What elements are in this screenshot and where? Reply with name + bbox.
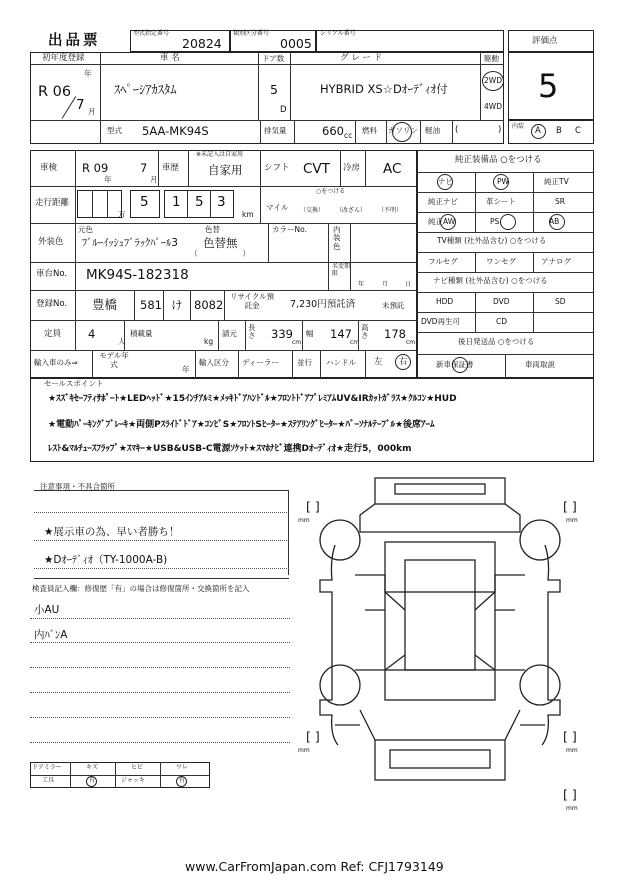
shift-value: CVT xyxy=(303,161,330,177)
displacement-unit: cc xyxy=(344,131,353,140)
equip-title: 純正装備品 ○をつける xyxy=(455,155,542,165)
displacement-value: 660 xyxy=(322,124,344,138)
drive-label: 駆動 xyxy=(484,54,499,63)
name-change-year: 年 xyxy=(358,281,365,288)
main-info-block xyxy=(30,150,418,378)
later-warranty: 新車保証書 xyxy=(436,360,474,369)
interior-selected-circle xyxy=(531,124,546,139)
interior-a: A xyxy=(535,126,541,136)
exterior-color-label: 外装色 xyxy=(38,237,64,247)
recycle-label: リサイクル預託金 xyxy=(230,292,274,310)
diagram-bracket-spare: [ ] xyxy=(563,787,577,802)
reg-area: 豊橋 xyxy=(92,297,118,312)
capacity-unit: 人 xyxy=(118,337,126,346)
capacity-seikyu: 請元 xyxy=(222,329,237,338)
inspector-label: 検査員記入欄：修復歴「有」の場合は修復箇所・交換箇所を記入 xyxy=(32,584,250,593)
legend-tools: 工具 xyxy=(42,777,55,784)
ac-label: 冷房 xyxy=(343,163,361,173)
fuel-gasoline: ガソリン xyxy=(388,126,418,135)
diagram-mm-rl: mm xyxy=(298,747,310,754)
serial-label: シリアル番号 xyxy=(320,30,356,37)
doors-value: 5 xyxy=(270,82,278,97)
navi-type-title: ナビ種類 (社外品含む) ○をつける xyxy=(433,276,548,285)
later-items-title: 後日発送品 ○をつける xyxy=(458,337,535,346)
inspection-month-unit: 月 xyxy=(150,175,158,184)
grade-label: グ レ ー ド xyxy=(340,53,383,63)
tv-fullseg: フルセグ xyxy=(428,257,458,266)
equip-ps-circle xyxy=(500,214,516,230)
sales-line-1: ★ｽｽﾞｷｾｰﾌﾃｨｻﾎﾟｰﾄ★LEDﾍｯﾄﾞ★15ｲﾝﾁｱﾙﾐ★ﾒｯｷﾄﾞｱﾊﾝﾄﾞﾙ★ﾌﾛﾝﾄﾄﾞｱﾌﾟﾚﾐｱﾑUV&IRｶｯﾄｶﾞﾗｽ★ｸﾙｺﾝ★HUD xyxy=(48,394,457,404)
recolor-label: 色替 xyxy=(205,225,220,234)
inspection-label: 車検 xyxy=(40,163,58,173)
mileage-tamper: （改ざん） xyxy=(336,207,367,214)
class-label: 類別区分番号 xyxy=(233,30,270,37)
notes-label: 注意事項・不具合箇所 xyxy=(40,482,115,491)
tv-oneseg: ワンセグ xyxy=(486,257,516,266)
recycle-unpaid: 未預託 xyxy=(382,301,405,310)
displacement-label: 排気量 xyxy=(264,126,287,135)
navi-hdd: HDD xyxy=(436,297,454,306)
legend-jack-has: 有 xyxy=(179,777,186,784)
legend-tools-has: 有 xyxy=(89,777,96,784)
first-reg-year-unit: 年 xyxy=(84,69,92,78)
equip-leather: 革シート xyxy=(486,197,516,206)
first-reg-month: 7 xyxy=(76,97,85,113)
legend-scratch: キズ xyxy=(86,764,98,771)
score-value: 5 xyxy=(538,67,559,105)
navi-dvd: DVD xyxy=(493,297,510,306)
length-label: 長さ xyxy=(248,323,256,340)
grade-value: HYBRID XS☆Dｵｰﾃﾞｨｵ付 xyxy=(320,82,448,96)
height-label: 高さ xyxy=(361,323,369,340)
later-manual: 車両取説 xyxy=(525,360,555,369)
recycle-value: 7,230円預託済 xyxy=(290,299,356,310)
score-label: 評価点 xyxy=(532,36,558,46)
fuel-selected-circle xyxy=(392,122,412,142)
interior-label: 内装 xyxy=(512,123,525,130)
color-no-label: カラーNo. xyxy=(272,225,307,234)
reg-label: 登録No. xyxy=(36,299,68,309)
car-name: ｽﾍﾟｰｼｱｶｽﾀﾑ xyxy=(114,82,177,97)
mileage-miles: マイル xyxy=(266,203,289,212)
handle-selected-circle xyxy=(395,354,411,370)
drive-2wd: 2WD xyxy=(484,76,502,85)
inspector-line-2: 内ﾊﾞﾝA xyxy=(34,629,68,641)
navi-sd: SD xyxy=(555,297,566,306)
original-color-label: 元色 xyxy=(78,225,93,234)
tv-type-title: TV種類 (社外品含む) ○をつける xyxy=(437,236,547,245)
length-unit: cm xyxy=(292,339,302,346)
recolor-value: 色替無 xyxy=(203,236,238,250)
diagram-mm-fl: mm xyxy=(298,517,310,524)
model-year-label: モデル年式 xyxy=(99,351,129,369)
load-unit: kg xyxy=(204,337,214,346)
length-value: 339 xyxy=(271,327,293,341)
mileage-swap: （交換） xyxy=(300,207,325,214)
notes-line-2: ★Dｵｰﾃﾞｨｵ（TY-1000A-B) xyxy=(44,554,168,566)
sales-line-2: ★電動ﾊﾟｰｷﾝｸﾞﾌﾞﾚｰｷ★両側Pｽﾗｲﾄﾞﾄﾞｱ★ｺﾝﾋﾞS★ﾌﾛﾝﾄSﾋｰﾀｰ★ｽﾃｱﾘﾝｸﾞﾋｰﾀｰ★ﾊﾟｰｿﾅﾙﾃｰﾌﾞﾙ★後席ｱｰﾑ xyxy=(48,420,435,430)
name-change-day: 日 xyxy=(405,281,412,288)
equip-aw: 純正AW xyxy=(428,217,456,226)
notes-line-1: ★展示車の為、早い者勝ち！ xyxy=(44,526,180,538)
equip-pw: PW xyxy=(497,177,509,186)
import-label: 輸入車のみ⇒ xyxy=(34,358,78,367)
drive-4wd: 4WD xyxy=(484,102,502,111)
first-reg-era: R 06 xyxy=(38,84,72,100)
doors-label: ドア数 xyxy=(262,54,285,63)
equip-tv: 純正TV xyxy=(544,177,569,186)
equip-ab: AB xyxy=(549,217,560,226)
legend-break: ワレ xyxy=(176,764,189,771)
fuel-label: 燃料 xyxy=(362,126,377,135)
diagram-bracket-fl: [ ] xyxy=(306,499,320,514)
inspection-era: R 09 xyxy=(82,161,109,175)
diagram-bracket-rr: [ ] xyxy=(563,729,577,744)
car-damage-diagram xyxy=(290,470,590,810)
mileage-digit-2: 5 xyxy=(195,194,204,210)
width-label: 幅 xyxy=(306,329,314,338)
diagram-mm-fr: mm xyxy=(566,517,578,524)
mileage-label: 走行距離 xyxy=(35,198,70,208)
sales-point-label: セールスポイント xyxy=(44,379,104,388)
import-parallel: 並行 xyxy=(297,358,312,367)
capacity-value: 4 xyxy=(88,327,96,341)
diagram-mm-spare: mm xyxy=(566,805,578,812)
import-div-label: 輸入区分 xyxy=(199,358,229,367)
shift-label: シフト xyxy=(264,163,290,173)
legend-crack: ヒビ xyxy=(131,764,144,771)
handle-label: ハンドル xyxy=(326,358,356,367)
use-value: 自家用 xyxy=(208,163,243,177)
reg-class: 581 xyxy=(140,298,162,312)
mileage-unit-note: ○をつける xyxy=(316,188,346,195)
height-value: 178 xyxy=(384,327,406,341)
mileage-digit-3: 3 xyxy=(217,194,226,210)
name-change-label: 名変期限 xyxy=(332,263,351,277)
equip-sr: SR xyxy=(555,197,565,206)
diagram-mm-rr: mm xyxy=(566,747,578,754)
load-label: 積載量 xyxy=(130,329,153,338)
later-warranty-circle xyxy=(452,357,468,373)
recolor-paren: （ ） xyxy=(190,249,250,258)
capacity-label: 定員 xyxy=(44,329,62,339)
equip-navi: ナビ xyxy=(438,177,453,186)
reg-number: 8082 xyxy=(194,298,224,312)
navi-dvd-play: DVD再生可 xyxy=(421,317,461,326)
door-type: D xyxy=(280,105,287,115)
mileage-digit-1: 1 xyxy=(172,194,181,210)
class-number: 0005 xyxy=(280,36,312,51)
width-value: 147 xyxy=(330,327,352,341)
use-label: 車歴 xyxy=(162,163,180,173)
vin-value: MK94S-182318 xyxy=(86,267,189,283)
model-cert-number: 20824 xyxy=(182,36,222,51)
footer-watermark: www.CarFromJapan.com Ref: CFJ1793149 xyxy=(185,859,444,874)
fuel-diesel: 軽油 xyxy=(425,126,440,135)
handle-right: 右 xyxy=(399,357,408,367)
handle-left: 左 xyxy=(374,357,383,367)
vin-label: 車台No. xyxy=(36,269,68,279)
interior-b: B xyxy=(556,126,562,136)
model-value: 5AA-MK94S xyxy=(142,124,209,138)
diagram-bracket-rl: [ ] xyxy=(306,729,320,744)
equip-ab-circle xyxy=(549,214,565,230)
reg-kana: け xyxy=(171,298,183,312)
interior-c: C xyxy=(575,126,581,136)
diagram-bracket-fr: [ ] xyxy=(563,499,577,514)
car-name-label: 車 名 xyxy=(160,53,180,63)
equip-ps: PS xyxy=(490,217,500,226)
mileage-digit-boxes-1 xyxy=(77,190,122,218)
mileage-man-unit: 万 xyxy=(118,210,126,219)
model-cert-label: 型式指定番号 xyxy=(133,30,170,37)
width-unit: cm xyxy=(350,339,360,346)
mileage-km: km xyxy=(242,210,254,219)
navi-cd: CD xyxy=(496,317,508,326)
equip-navi-circle xyxy=(437,174,453,190)
legend-jack: ジャッキ xyxy=(121,777,145,784)
tv-analog: アナログ xyxy=(541,257,571,266)
sales-line-3: ﾚｽﾄ&ﾏﾙﾁｭｰｽﾌﾗｯﾌﾟ★ｽﾏｷｰ★USB&USB-C電源ｿｹｯﾄ★ｽﾏﾎﾅﾋﾞ連携Dｵｰﾃﾞｨｵ★走行5，000km xyxy=(48,444,412,454)
ac-value: AC xyxy=(383,161,402,177)
first-reg-month-unit: 月 xyxy=(88,107,96,116)
model-year-unit: 年 xyxy=(182,365,190,374)
import-dealer: ディーラー xyxy=(242,358,279,367)
equip-genuine-navi: 純正ナビ xyxy=(428,197,458,206)
model-label: 型式 xyxy=(107,126,122,135)
use-note: ※未記入は自家用 xyxy=(196,151,244,158)
name-change-month: 月 xyxy=(382,281,389,288)
inspection-year-unit: 年 xyxy=(104,175,112,184)
height-unit: cm xyxy=(406,339,416,346)
sheet-title: 出品票 xyxy=(48,33,101,49)
inspector-line-1: 小AU xyxy=(34,604,60,616)
first-reg-label: 初年度登録 xyxy=(42,53,85,63)
equip-aw-circle xyxy=(440,214,456,230)
interior-color-label: 内装色 xyxy=(333,225,341,251)
equip-pw-circle xyxy=(493,174,509,190)
original-color: ﾌﾞﾙｰｲｯｼｭﾌﾞﾗｯｸﾊﾟｰﾙ3 xyxy=(82,237,178,249)
mileage-man-digit: 5 xyxy=(140,194,149,210)
legend-door-mirror: ドアミラー xyxy=(32,764,62,771)
mileage-unknown: （不明） xyxy=(378,207,403,214)
inspection-month: 7 xyxy=(140,161,148,175)
